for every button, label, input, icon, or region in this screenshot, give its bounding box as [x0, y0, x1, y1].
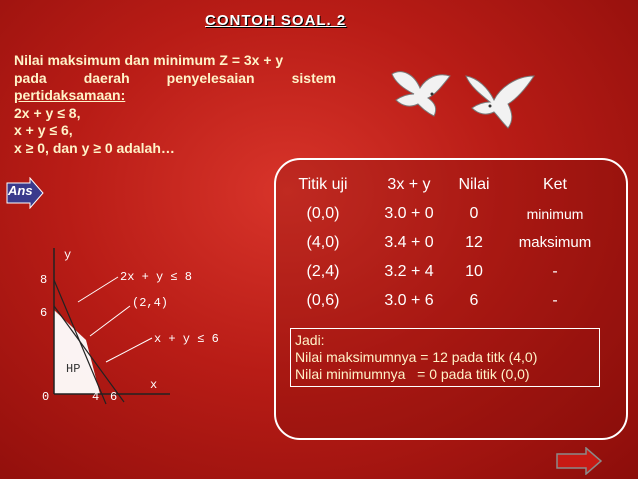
cell-note: minimum	[526, 206, 584, 222]
cell-value: 10	[465, 263, 483, 280]
header-titik-uji: Titik uji	[298, 176, 348, 193]
cell-value: 12	[465, 234, 483, 251]
line1-label: 2x + y ≤ 8	[120, 270, 193, 284]
problem-line-3: pertidaksamaan:	[14, 87, 126, 103]
dove-icon	[460, 70, 540, 134]
cell-point: (0,6)	[306, 292, 340, 309]
cell-point: (0,0)	[306, 205, 340, 222]
conclusion-line-3: Nilai minimumnya = 0 pada titik (0,0)	[295, 366, 530, 382]
cell-note: -	[552, 292, 558, 309]
header-ket: Ket	[542, 176, 567, 193]
problem-line-1: Nilai maksimum dan minimum Z = 3x + y	[14, 52, 284, 68]
tick-4: 4	[92, 390, 100, 404]
slide-title: CONTOH SOAL. 2	[205, 12, 347, 29]
header-nilai: Nilai	[458, 176, 490, 193]
problem-line-2: pada daerah penyelesaian sistem	[14, 69, 336, 86]
conclusion-line-1: Jadi:	[295, 332, 325, 348]
cell-point: (4,0)	[306, 234, 340, 251]
cell-calc: 3.2 + 4	[384, 263, 434, 280]
cell-value: 6	[469, 292, 479, 309]
conclusion-box	[290, 328, 600, 387]
pointer-line-3	[106, 338, 152, 362]
pointer-line-2	[90, 306, 130, 336]
tick-8: 8	[40, 273, 48, 287]
feasible-region	[54, 310, 100, 394]
tick-6-y: 6	[40, 306, 48, 320]
cell-calc: 3.0 + 6	[384, 292, 434, 309]
linear-program-graph	[20, 240, 230, 410]
problem-statement	[14, 52, 336, 157]
problem-line-5: x + y ≤ 6,	[14, 122, 73, 138]
conclusion-line-2: Nilai maksimumnya = 12 pada titk (4,0)	[295, 349, 538, 365]
cell-value: 0	[469, 205, 479, 222]
problem-line-4: 2x + y ≤ 8,	[14, 104, 81, 121]
cell-calc: 3.4 + 0	[384, 234, 434, 251]
tick-6-x: 6	[110, 390, 118, 404]
line2-label: x + y ≤ 6	[154, 332, 219, 346]
point-label: (2,4)	[132, 296, 169, 310]
problem-line-6: x ≥ 0, dan y ≥ 0 adalah…	[14, 139, 175, 156]
dove-icon	[388, 64, 458, 122]
cell-calc: 3.0 + 0	[384, 205, 434, 222]
tick-0: 0	[42, 390, 50, 404]
cell-note: maksimum	[518, 234, 592, 251]
pointer-line-1	[78, 277, 118, 302]
next-arrow-icon[interactable]	[556, 447, 602, 475]
cell-note: -	[552, 263, 558, 280]
x-axis-label: x	[150, 378, 158, 392]
header-objective: 3x + y	[387, 176, 431, 193]
y-axis-label: y	[64, 248, 72, 262]
ans-label[interactable]: Ans	[8, 183, 33, 198]
cell-point: (2,4)	[306, 263, 340, 280]
region-label: HP	[66, 362, 81, 376]
